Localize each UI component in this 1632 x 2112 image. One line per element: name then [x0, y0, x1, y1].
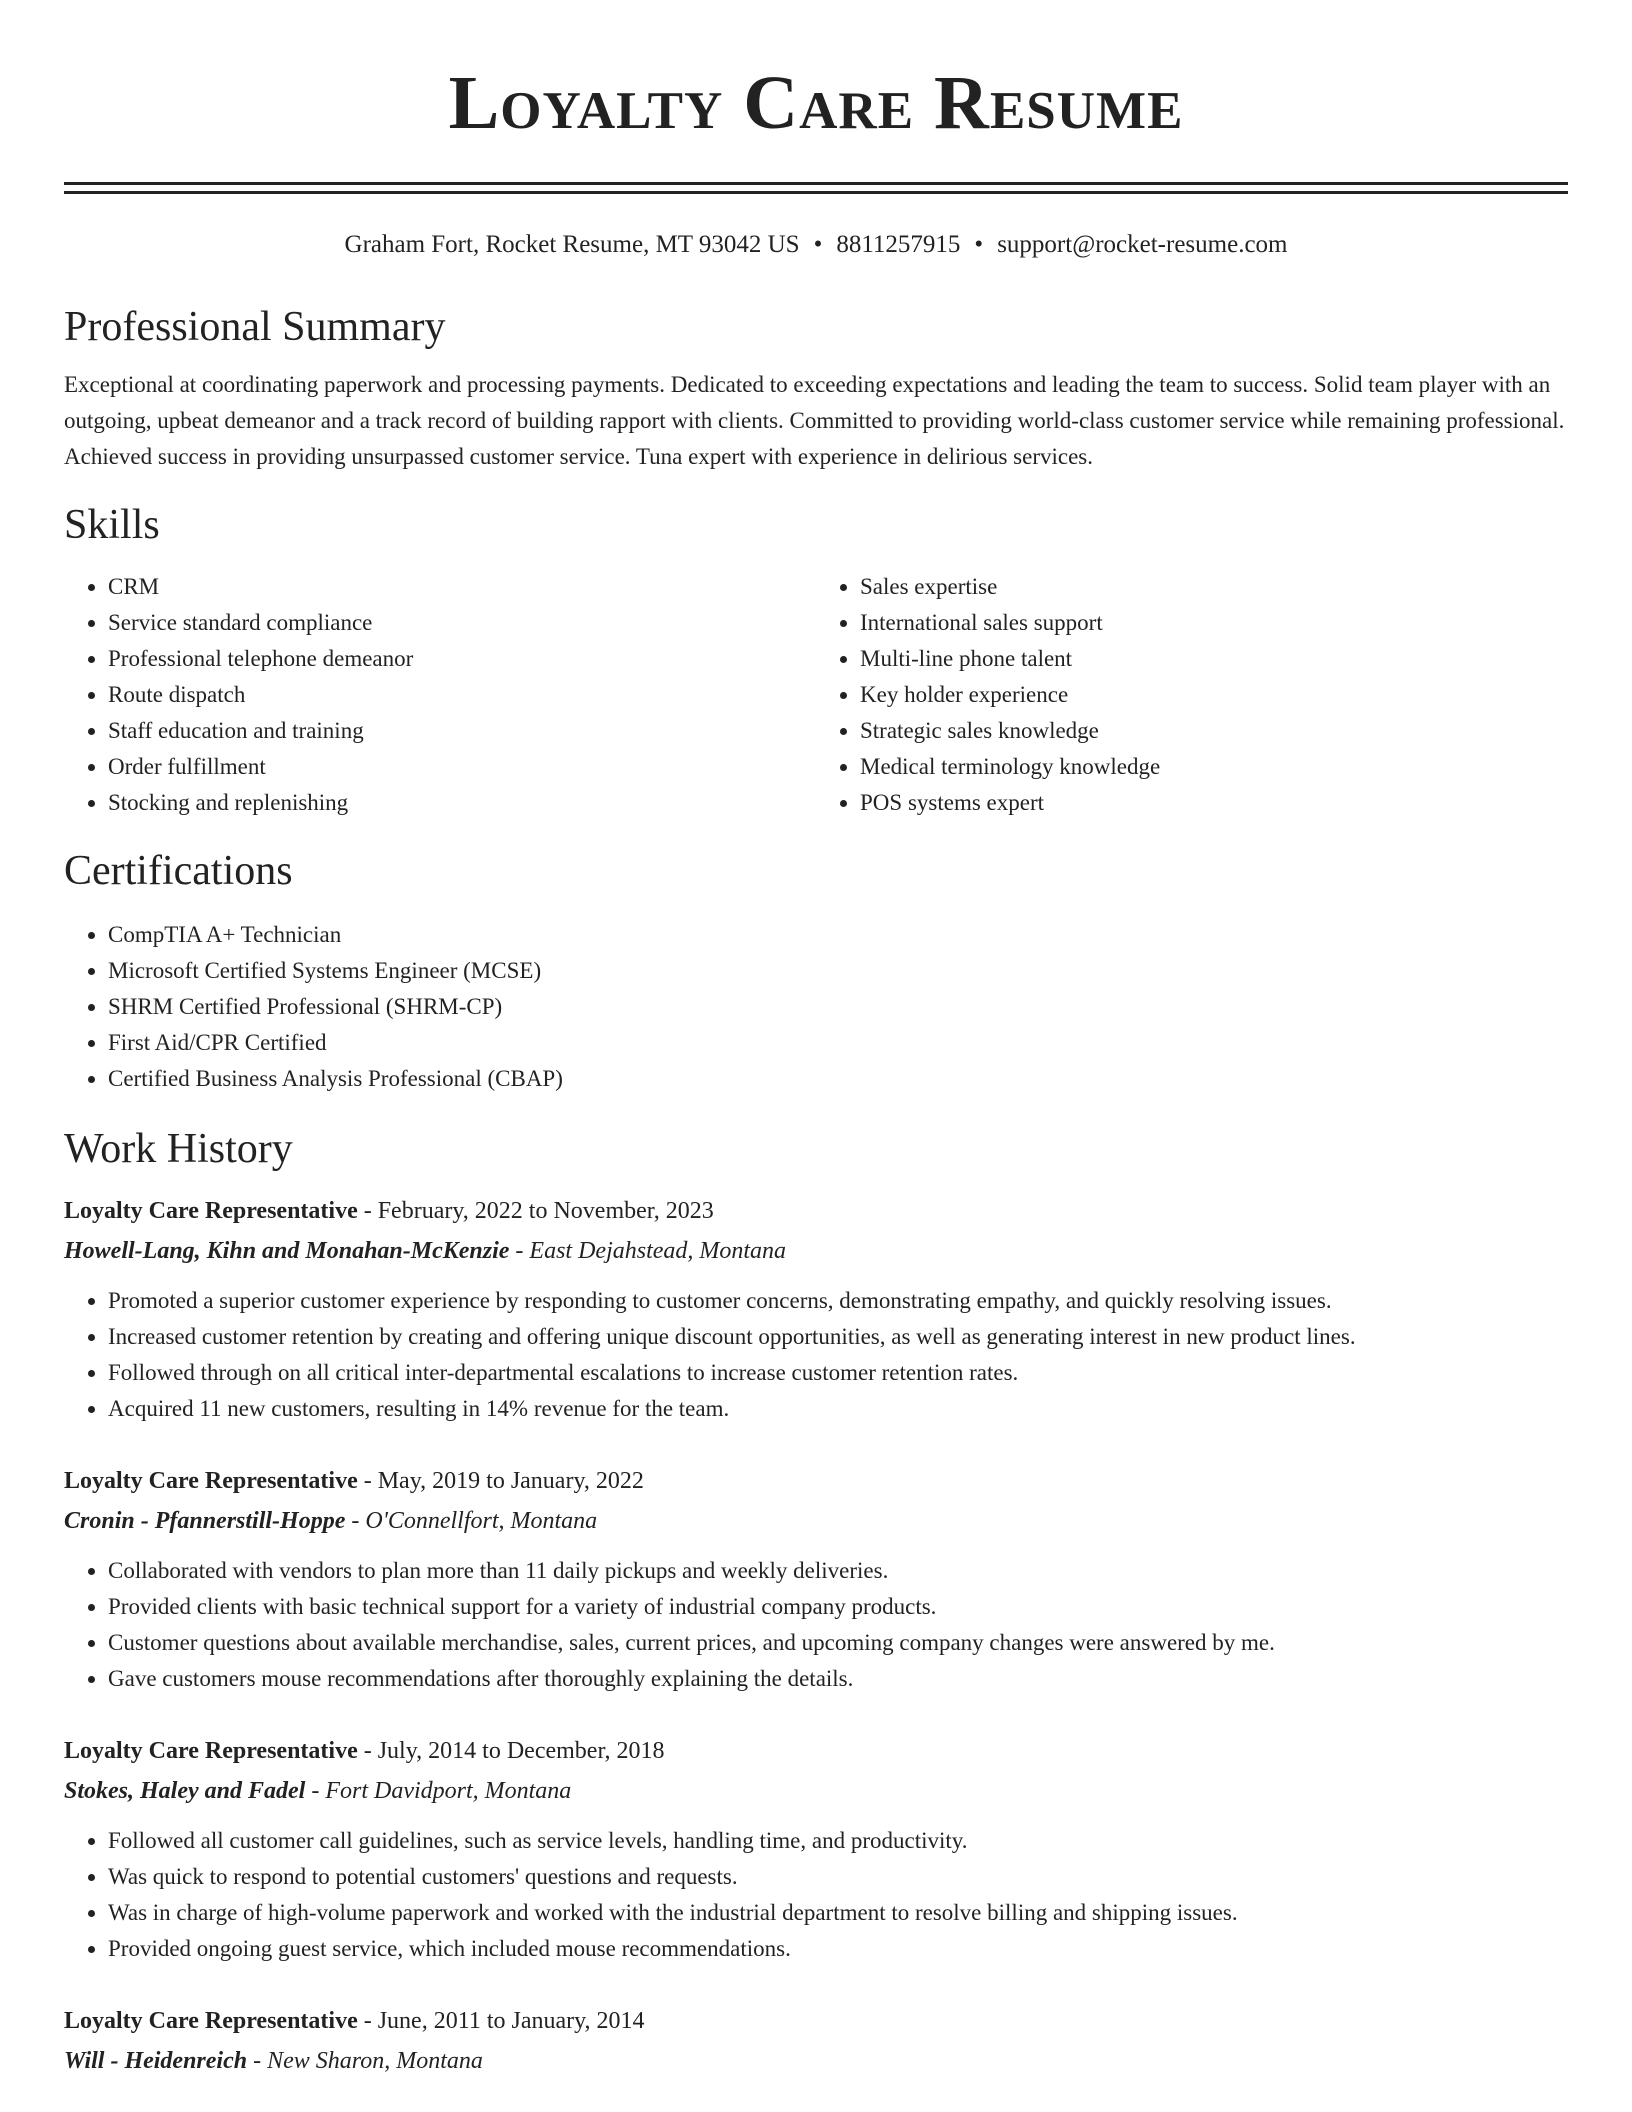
- job-location: - New Sharon, Montana: [247, 2048, 483, 2074]
- job-company: Howell-Lang, Kihn and Monahan-McKenzie: [64, 1238, 510, 1264]
- title-rule-bottom: [64, 191, 1568, 194]
- job-title-line: [64, 1191, 1568, 1231]
- job-bullet: • Followed all customer call guidelines, such as service levels, handling time, and productivity.: [108, 1823, 1568, 1859]
- skill-item: • Strategic sales knowledge: [860, 713, 1568, 749]
- job-bullet: • Provided clients with basic technical support for a variety of industrial company products.: [108, 1589, 1568, 1625]
- certification-item: • SHRM Certified Professional (SHRM-CP): [108, 989, 1568, 1025]
- skills-grid: [64, 569, 1568, 821]
- job-role: Loyalty Care Representative: [64, 2008, 358, 2034]
- certification-item: • First Aid/CPR Certified: [108, 1025, 1568, 1061]
- job-bullets: [64, 1553, 1568, 1697]
- job-role: Loyalty Care Representative: [64, 1468, 358, 1494]
- job-company: Cronin - Pfannerstill-Hoppe: [64, 1508, 346, 1534]
- certification-item: • Certified Business Analysis Professional (CBAP): [108, 1061, 1568, 1097]
- job-company-line: [64, 1231, 1568, 1271]
- skill-item: • Medical terminology knowledge: [860, 749, 1568, 785]
- job-company-line: [64, 1771, 1568, 1811]
- job-bullet: • Collaborated with vendors to plan more than 11 daily pickups and weekly deliveries.: [108, 1553, 1568, 1589]
- job-entry: [64, 1191, 1568, 1427]
- skill-item: • Multi-line phone talent: [860, 641, 1568, 677]
- skill-item: • Sales expertise: [860, 569, 1568, 605]
- job-location: - East Dejahstead, Montana: [509, 1238, 787, 1264]
- job-entry: [64, 1731, 1568, 1967]
- title-rule-top: [64, 182, 1568, 185]
- contact-phone: 8811257915: [836, 231, 961, 258]
- certifications-list: [64, 917, 1568, 1097]
- work-history-heading: Work History: [64, 1126, 293, 1172]
- skill-item: • CRM: [108, 569, 816, 605]
- job-bullets: [64, 1283, 1568, 1427]
- skill-item: • International sales support: [860, 605, 1568, 641]
- job-bullets: [64, 1823, 1568, 1967]
- job-bullet: • Acquired 11 new customers, resulting in 14% revenue for the team.: [108, 1391, 1568, 1427]
- job-entry: [64, 2001, 1568, 2081]
- job-role: Loyalty Care Representative: [64, 1738, 358, 1764]
- contact-separator: •: [813, 231, 823, 258]
- job-title-line: [64, 1731, 1568, 1771]
- skills-list-right: [816, 569, 1568, 821]
- contact-separator: •: [974, 231, 984, 258]
- skill-item: • Stocking and replenishing: [108, 785, 816, 821]
- certification-item: • Microsoft Certified Systems Engineer (MCSE): [108, 953, 1568, 989]
- work-history-list: [64, 1191, 1568, 2081]
- skill-item: • POS systems expert: [860, 785, 1568, 821]
- skill-item: • Service standard compliance: [108, 605, 816, 641]
- skills-list-left: [64, 569, 816, 821]
- contact-address: Graham Fort, Rocket Resume, MT 93042 US: [344, 231, 800, 258]
- job-company-line: [64, 1501, 1568, 1541]
- skill-item: • Route dispatch: [108, 677, 816, 713]
- job-dates: - February, 2022 to November, 2023: [357, 1198, 714, 1224]
- certifications-heading: Certifications: [64, 848, 293, 894]
- skill-item: • Professional telephone demeanor: [108, 641, 816, 677]
- job-bullet: • Promoted a superior customer experience by responding to customer concerns, demonstrating empathy, and quickly resolving issues.: [108, 1283, 1568, 1319]
- skills-column-left: [64, 569, 816, 821]
- job-bullet: • Gave customers mouse recommendations after thoroughly explaining the details.: [108, 1661, 1568, 1697]
- job-role: Loyalty Care Representative: [64, 1198, 358, 1224]
- contact-line: [64, 229, 1568, 261]
- job-bullet: • Was in charge of high-volume paperwork and worked with the industrial department to resolve billing and shipping issues.: [108, 1895, 1568, 1931]
- summary-heading: Professional Summary: [64, 304, 446, 350]
- skill-item: • Key holder experience: [860, 677, 1568, 713]
- certifications-section: [64, 917, 1568, 1097]
- job-bullet: • Provided ongoing guest service, which included mouse recommendations.: [108, 1931, 1568, 1967]
- job-bullet: • Followed through on all critical inter-departmental escalations to increase customer retention rates.: [108, 1355, 1568, 1391]
- resume-title: Loyalty Care Resume: [448, 61, 1184, 145]
- job-dates: - June, 2011 to January, 2014: [357, 2008, 645, 2034]
- job-location: - Fort Davidport, Montana: [305, 1778, 572, 1804]
- job-title-line: [64, 1461, 1568, 1501]
- job-company: Will - Heidenreich: [64, 2048, 248, 2074]
- job-entry: [64, 1461, 1568, 1697]
- job-location: - O'Connellfort, Montana: [345, 1508, 598, 1534]
- job-dates: - July, 2014 to December, 2018: [357, 1738, 665, 1764]
- certification-item: • CompTIA A+ Technician: [108, 917, 1568, 953]
- skills-column-right: [816, 569, 1568, 821]
- job-title-line: [64, 2001, 1568, 2041]
- skill-item: • Order fulfillment: [108, 749, 816, 785]
- skills-heading: Skills: [64, 502, 160, 548]
- job-bullet: • Increased customer retention by creating and offering unique discount opportunities, as well as generating interest in new product lines.: [108, 1319, 1568, 1355]
- job-company-line: [64, 2041, 1568, 2081]
- skill-item: • Staff education and training: [108, 713, 816, 749]
- job-company: Stokes, Haley and Fadel: [64, 1778, 306, 1804]
- job-bullet: • Customer questions about available merchandise, sales, current prices, and upcoming company changes were answered by me.: [108, 1625, 1568, 1661]
- job-dates: - May, 2019 to January, 2022: [357, 1468, 644, 1494]
- job-bullet: • Was quick to respond to potential customers' questions and requests.: [108, 1859, 1568, 1895]
- contact-email: support@rocket-resume.com: [997, 231, 1288, 258]
- summary-text: Exceptional at coordinating paperwork and processing payments. Dedicated to exceeding expectations and leading the team to success. Solid team player with an outgoing, upbeat demeanor and a track record of building rapport with clients. Committed to providing world-class customer service while remaining professional. Achieved success in providing unsurpassed customer service. Tuna expert with experience in delirious services.: [64, 372, 1565, 469]
